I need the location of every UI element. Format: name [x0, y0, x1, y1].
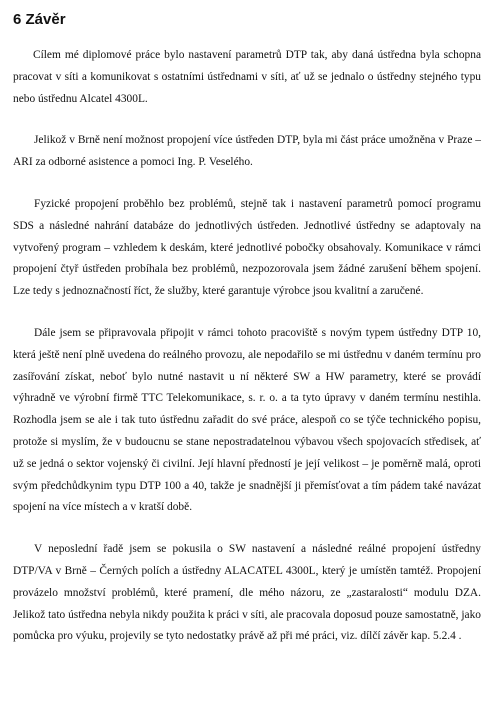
paragraph-alcatel: V neposlední řadě jsem se pokusila o SW nastavení a následné reálné propojení ústředny DTP/VA v Brně – Černých polích a ústředny ALACATEL 4300L, který je umístěn tamtéž. Propojení provázelo množství problémů, které pramení, dle mého názoru, ze „zastaralosti“ modulu DZA. Jelikož tato ústředna nebyla nikdy použita k práci v síti, ale pracovala doposud pouze samostatně, jako pomůcka pro výuku, projevily se tyto nedostatky právě až při mé práci, viz. dílčí závěr kap. 5.2.4 .	[13, 543, 481, 643]
paragraph-physical-connection: Fyzické propojení proběhlo bez problémů, stejně tak i nastavení parametrů pomocí programu SDS a následné nahrání databáze do jednotlivých ústředen. Jednotlivé ústředny se adaptovaly na vytvořený program – vzhledem k deskám, které jednotlivé pobočky obsahovaly. Komunikace v rámci propojení čtyř ústředen probíhala bez problémů, nezpozorovala jsem žádné zarušení během spojení. Lze tedy s jednoznačností říct, že služby, které garantuje výrobce jsou kvalitní a zaručené.	[13, 197, 481, 298]
paragraph-prague: Jelikož v Brně není možnost propojení více ústředen DTP, byla mi část práce umožněna v Praze – ARI za odborné asistence a pomoci Ing. P. Veselého.	[13, 134, 481, 169]
paragraph-dtp10: Dále jsem se připravovala připojit v rámci tohoto pracoviště s novým typem ústředny DTP 10, která ještě není plně uvedena do reálného provozu, ale nepodařilo se mi ústřednu v daném termínu pro zasířování získat, neboť bylo nutné nastavit u ní některé SW a HW parametry, které se provádí výhradně ve výrobní firmě TTC Telekomunikace, s. r. o. a ta tyto úpravy v daném termínu nestihla. Rozhodla jsem se ale i tak tuto ústřednu zařadit do své práce, alespoň co se týče technického popisu, protože si myslím, že v budoucnu se stane nepostradatelnou výbavou všech spojovacích středisek, ať už se jedná o sektor vojenský či civilní. Její hlavní předností je její velikost – je poměrně malá, oproti svým předchůdkynim typu DTP 100 a 40, takže je snadnější ji přemísťovat a tím pádem také navázat spojení na více místech a v kratší době.	[13, 326, 481, 514]
section-heading: 6 Závěr	[13, 11, 66, 28]
paragraph-goal: Cílem mé diplomové práce bylo nastavení parametrů DTP tak, aby daná ústředna byla schopna pracovat v síti a komunikovat s ostatními ústřednami v síti, ať už se jednalo o ústředny stejného typu nebo ústřednu Alcatel 4300L.	[13, 49, 481, 105]
